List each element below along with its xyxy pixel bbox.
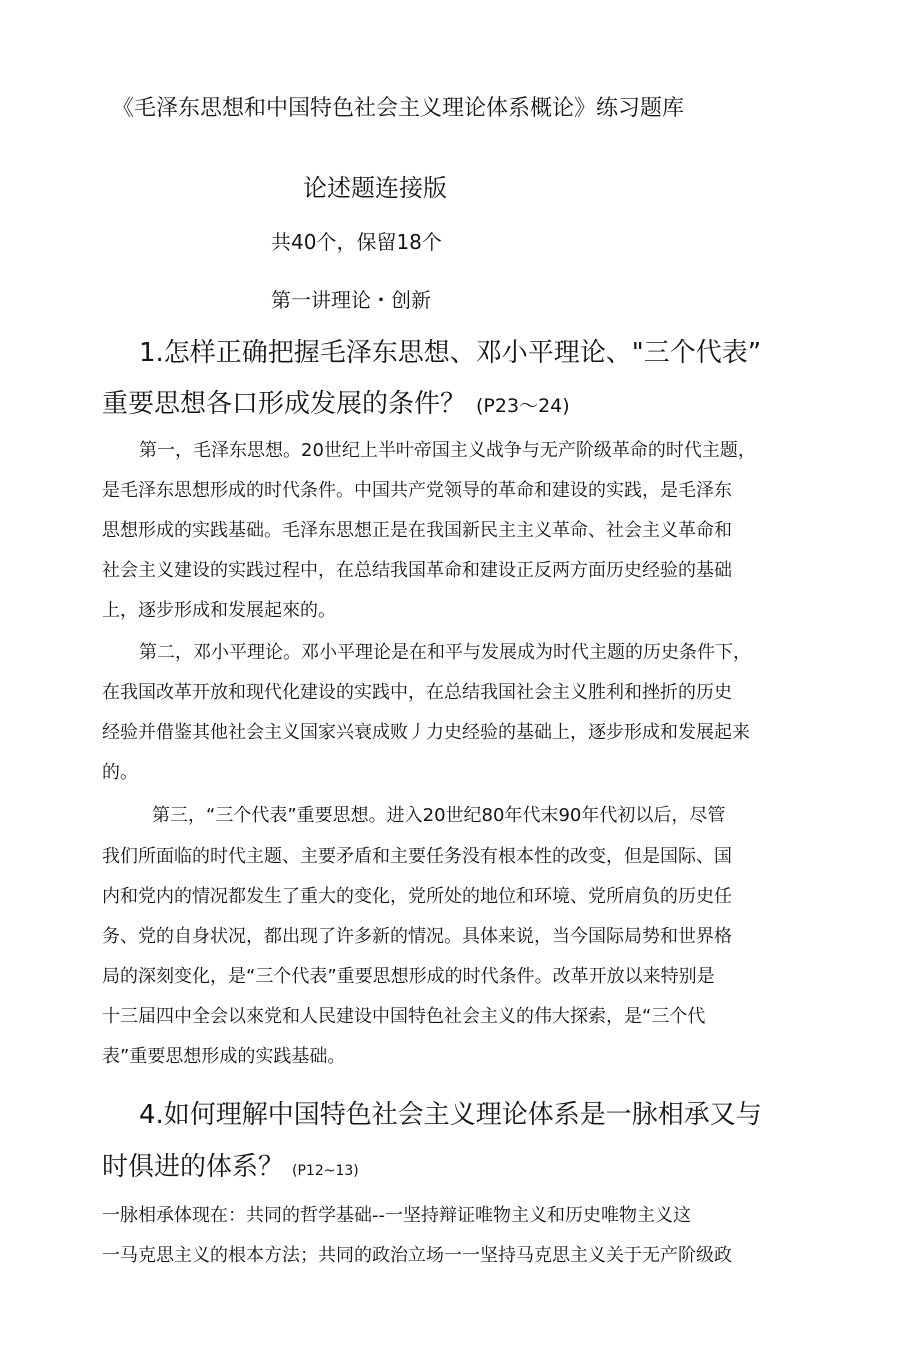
paragraph-line: 第三，“三个代表”重要思想。进入20世纪80年代末90年代初以后，尽管 bbox=[152, 805, 726, 826]
paragraph-line: 表”重要思想形成的实践基础。 bbox=[102, 1046, 346, 1067]
paragraph-line: 局的深刻变化，是“三个代表”重要思想形成的时代条件。改革开放以来特别是 bbox=[102, 966, 715, 987]
section-heading: 第一讲理论・创新 bbox=[271, 288, 431, 312]
paragraph-line: 我们所面临的时代主题、主要矛盾和主要任务没有根本性的改变，但是国际、国 bbox=[102, 846, 732, 867]
paragraph-line: 十三届四中全会以來党和人民建设中国特色社会主义的伟大探索，是“三个代 bbox=[102, 1006, 706, 1027]
paragraph-line: 一马克思主义的根本方法；共同的政治立场一一坚持马克思主义关于无产阶级政 bbox=[102, 1245, 732, 1266]
paragraph-line: 内和党内的情况都发生了重大的变化，党所处的地位和环境、党所肩负的历史任 bbox=[102, 886, 732, 907]
paragraph-line: 第二，邓小平理论。邓小平理论是在和平与发展成为时代主题的历史条件下， bbox=[139, 642, 751, 663]
paragraph-line: 上，逐步形成和发展起來的。 bbox=[102, 600, 336, 621]
paragraph-line: 经验并借鉴其他社会主义国家兴衰成败丿力史经验的基础上，逐步形成和发展起来 bbox=[102, 722, 750, 743]
question-4-text: 时俱进的体系？ bbox=[102, 1152, 285, 1182]
question-count-note: 共40个，保留18个 bbox=[271, 230, 442, 254]
paragraph-line: 在我国改革开放和现代化建设的实践中，在总结我国社会主义胜利和挫折的历史 bbox=[102, 682, 732, 703]
question-1-line-2 bbox=[102, 391, 570, 417]
document-title: 《毛泽东思想和中国特色社会主义理论体系概论》练习题库 bbox=[112, 96, 685, 121]
question-1-text: 重要思想各口形成发展的条件？ bbox=[102, 389, 467, 419]
question-1-line-1: 1.怎样正确把握毛泽东思想、邓小平理论、"三个代表” bbox=[139, 338, 762, 368]
paragraph-line: 社会主义建设的实践过程中，在总结我国革命和建设正反两方面历史经验的基础 bbox=[102, 560, 732, 581]
question-1-page-ref: (P23～24) bbox=[476, 395, 570, 417]
paragraph-line: 是毛泽东思想形成的时代条件。中国共产党领导的革命和建设的实践，是毛泽东 bbox=[102, 480, 732, 501]
paragraph-line: 思想形成的实践基础。毛泽东思想正是在我国新民主主义革命、社会主义革命和 bbox=[102, 520, 732, 541]
paragraph-line: 第一，毛泽东思想。20世纪上半叶帝国主义战争与无产阶级革命的时代主题， bbox=[139, 440, 756, 461]
question-4-page-ref: (P12~13) bbox=[292, 1163, 359, 1179]
question-4-line-1: 4.如何理解中国特色社会主义理论体系是一脉相承又与 bbox=[139, 1100, 762, 1130]
paragraph-line: 一脉相承体现在：共同的哲学基础--一坚持辩证唯物主义和历史唯物主义这 bbox=[102, 1205, 691, 1226]
document-subtitle: 论述题连接版 bbox=[303, 174, 447, 202]
paragraph-line: 的。 bbox=[102, 762, 138, 783]
paragraph-line: 务、党的自身状况，都出现了许多新的情况。具体来说，当今国际局势和世界格 bbox=[102, 926, 732, 947]
question-4-line-2 bbox=[102, 1154, 359, 1180]
